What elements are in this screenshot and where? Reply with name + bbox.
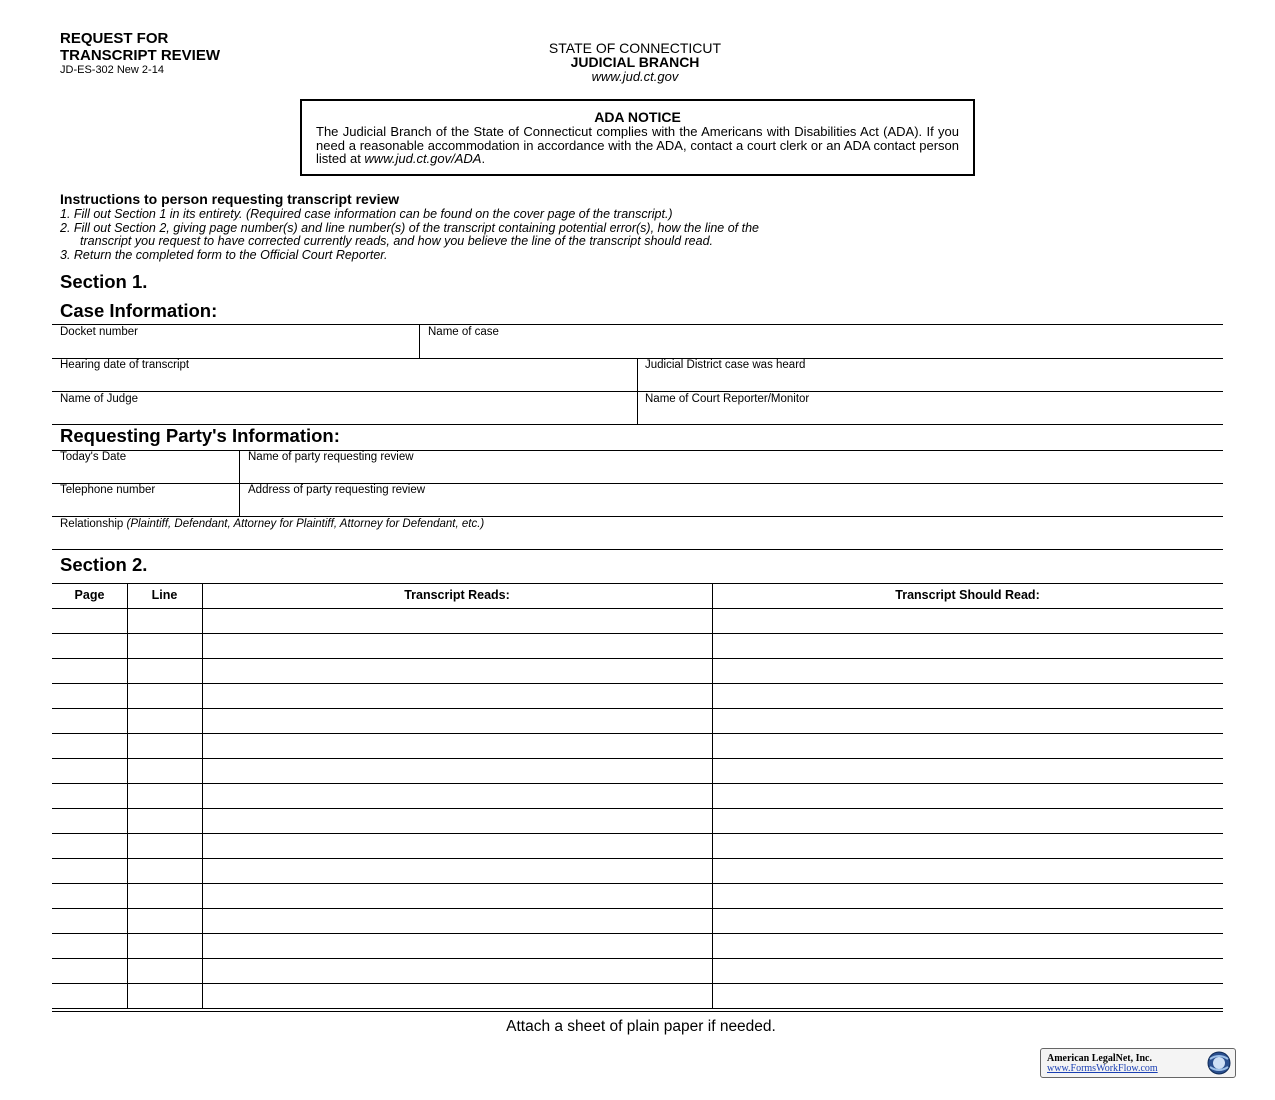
table-row[interactable]	[52, 783, 1223, 808]
table-row[interactable]	[52, 933, 1223, 958]
table-row[interactable]	[52, 983, 1223, 1008]
requesting-party-heading: Requesting Party's Information:	[60, 425, 340, 446]
ada-link[interactable]: www.jud.ct.gov/ADA	[364, 151, 482, 166]
publisher-url[interactable]: www.FormsWorkFlow.com	[1047, 1063, 1158, 1074]
docket-number-label[interactable]: Docket number	[60, 326, 138, 338]
col-header-transcript-reads: Transcript Reads:	[404, 588, 510, 602]
instruction-1: 1. Fill out Section 1 in its entirety. (Required case information can be found on the cover page of the transcript.)	[60, 207, 673, 221]
state-name: STATE OF CONNECTICUT	[548, 40, 722, 56]
instruction-2-cont: transcript you request to have corrected currently reads, and how you believe the line of the transcript should read.	[80, 234, 713, 248]
judge-name-label[interactable]: Name of Judge	[60, 393, 138, 405]
party-address-label[interactable]: Address of party requesting review	[248, 484, 426, 496]
relationship-label: Relationship	[60, 518, 124, 530]
divider	[52, 549, 1223, 550]
globe-icon	[1206, 1050, 1232, 1076]
divider	[52, 483, 1223, 484]
col-header-page: Page	[74, 588, 105, 602]
form-title	[60, 30, 220, 64]
case-info-heading: Case Information:	[60, 300, 218, 321]
court-reporter-label[interactable]: Name of Court Reporter/Monitor	[645, 393, 810, 405]
table-row[interactable]	[52, 858, 1223, 883]
ada-notice-box	[300, 99, 975, 176]
todays-date-label[interactable]: Today's Date	[60, 451, 127, 463]
case-name-label[interactable]: Name of case	[428, 326, 499, 338]
ada-notice-end: .	[481, 151, 486, 166]
table-row[interactable]	[52, 908, 1223, 933]
table-bottom-border-double	[52, 1011, 1223, 1012]
instruction-3: 3. Return the completed form to the Official Court Reporter.	[60, 247, 388, 262]
table-row[interactable]	[52, 608, 1223, 633]
form-title-line2: TRANSCRIPT REVIEW	[60, 47, 221, 64]
table-row[interactable]	[52, 833, 1223, 858]
table-row[interactable]	[52, 758, 1223, 783]
divider	[419, 324, 420, 358]
col-header-line: Line	[151, 588, 178, 602]
ada-notice-title: ADA NOTICE	[594, 109, 681, 125]
table-row[interactable]	[52, 733, 1223, 758]
attach-sheet-note: Attach a sheet of plain paper if needed.	[506, 1018, 776, 1035]
judicial-district-label[interactable]: Judicial District case was heard	[645, 359, 806, 371]
table-row[interactable]	[52, 708, 1223, 733]
relationship-field[interactable]	[60, 518, 484, 530]
form-title-line1: REQUEST FOR	[60, 30, 169, 47]
table-row[interactable]	[52, 633, 1223, 658]
section2-title: Section 2.	[60, 554, 148, 575]
party-name-label[interactable]: Name of party requesting review	[248, 451, 414, 463]
form-number: JD-ES-302 New 2-14	[60, 64, 164, 76]
branch-name: JUDICIAL BRANCH	[570, 54, 700, 70]
publisher-name: American LegalNet, Inc.	[1047, 1053, 1152, 1064]
table-row[interactable]	[52, 958, 1223, 983]
ada-notice-text	[316, 125, 959, 166]
table-row[interactable]	[52, 883, 1223, 908]
section1-title: Section 1.	[60, 271, 148, 292]
divider	[52, 516, 1223, 517]
publisher-logo[interactable]	[1040, 1048, 1236, 1078]
table-bottom-border	[52, 1008, 1223, 1009]
hearing-date-label[interactable]: Hearing date of transcript	[60, 359, 190, 371]
website-url[interactable]: www.jud.ct.gov	[591, 69, 679, 84]
col-header-transcript-should-read: Transcript Should Read:	[895, 588, 1040, 602]
instructions-heading: Instructions to person requesting transcript review	[60, 191, 400, 207]
table-row[interactable]	[52, 658, 1223, 683]
telephone-label[interactable]: Telephone number	[60, 484, 156, 496]
instruction-2: 2. Fill out Section 2, giving page number(s) and line number(s) of the transcript containing potential error(s), how the line of the	[60, 220, 759, 235]
relationship-hint: (Plaintiff, Defendant, Attorney for Plaintiff, Attorney for Defendant, etc.)	[126, 518, 485, 530]
divider	[52, 391, 1223, 392]
table-row[interactable]	[52, 683, 1223, 708]
ada-notice-body: The Judicial Branch of the State of Connecticut complies with the Americans with Disabilities Act (ADA). If you need a reasonable accommodation in accordance with the ADA, contact a court clerk or an ADA contact person listed at	[316, 124, 959, 166]
divider	[52, 324, 1223, 325]
divider	[52, 450, 1223, 451]
table-row[interactable]	[52, 808, 1223, 833]
table-top-border	[52, 583, 1223, 584]
